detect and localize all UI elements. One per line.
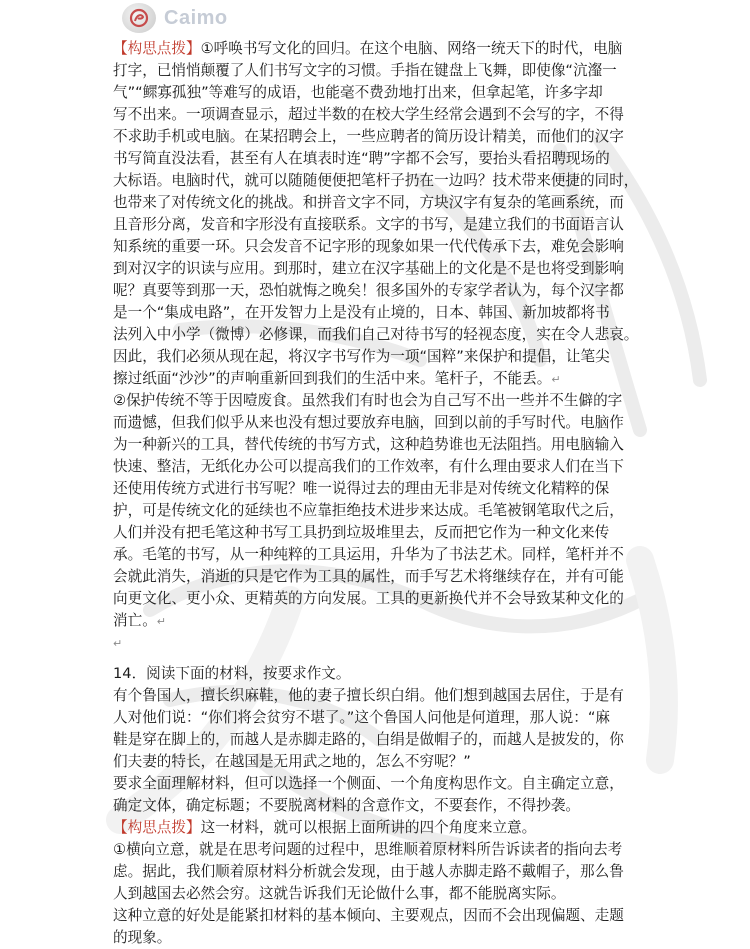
text-line: 不求助手机或电脑。在某招聘会上，一些应聘者的简历设计精美，而他们的汉字 — [113, 128, 624, 145]
text-line: 快速、整洁，无纸化办公可以提高我们的工作效率，有什么理由要求人们在当下 — [113, 458, 624, 475]
text-line: 鞋是穿在脚上的，而越人是赤脚走路的，白绢是做帽子的，而越人是披发的，你 — [113, 731, 624, 748]
text-line: 【构思点拨】①呼唤书写文化的回归。在这个电脑、网络一统天下的时代，电脑 — [113, 40, 623, 57]
paragraph-mark: ↵ — [551, 373, 561, 386]
text-line: 人们并没有把毛笔这种书写工具扔到垃圾堆里去，反而把它作为一种文化来传 — [113, 524, 610, 541]
text-line: 要求全面理解材料，但可以选择一个侧面、一个角度构思作文。自主确定立意， — [113, 775, 624, 792]
question-14 — [113, 663, 725, 817]
text-line: 为一种新兴的工具，替代传统的书写方式，这种趋势谁也无法阻挡。用电脑输入 — [113, 436, 624, 453]
text-line: 擦过纸面“沙沙”的声响重新回到我们的生活中来。笔杆子，不能丢。↵ — [113, 370, 561, 387]
section-point-2 — [113, 390, 725, 654]
logo-text: Caimo — [164, 6, 228, 29]
text-line: 气”“鳏寡孤独”等难写的成语，也能毫不费劲地打出来，但拿起笔，许多字却 — [113, 84, 603, 101]
paragraph-mark: ↵ — [113, 637, 123, 650]
text-line: 会就此消失，消逝的只是它作为工具的属性，而手写艺术将继续存在，并有可能 — [113, 568, 624, 585]
text-line: ①横向立意，就是在思考问题的过程中，思维顺着原材料所告诉读者的指向去考 — [113, 841, 623, 858]
text-line: 们夫妻的特长，在越国是无用武之地的，怎么不穷呢？” — [113, 753, 471, 770]
text-line: 有个鲁国人，擅长织麻鞋，他的妻子擅长织白绢。他们想到越国去居住，于是有 — [113, 687, 624, 704]
empty-line — [113, 632, 725, 654]
text-line: 知系统的重要一环。只会发音不记字形的现象如果一代代传承下去，难免会影响 — [113, 238, 624, 255]
text-line: 向更文化、更小众、更精英的方向发展。工具的更新换代并不会导致某种文化的 — [113, 590, 624, 607]
text-line: 消亡。↵ — [113, 612, 167, 629]
text-line: 人对他们说：“你们将会贫穷不堪了。”这个鲁国人问他是何道理，那人说：“麻 — [113, 709, 610, 726]
text-line: 【构思点拨】这一材料，就可以根据上面所讲的四个角度来立意。 — [113, 819, 537, 836]
text-line: 虑。据此，我们顺着原材料分析就会发现，由于越人赤脚走路不戴帽子，那么鲁 — [113, 863, 624, 880]
text-line: 到对汉字的识读与应用。到那时，建立在汉字基础上的文化是不是也将受到影响 — [113, 260, 624, 277]
text-line: 人到越国去必然会穷。这就告诉我们无论做什么事，都不能脱离实际。 — [113, 885, 566, 902]
text-line: 护，可是传统文化的延续也不应靠拒绝技术进步来达成。毛笔被钢笔取代之后， — [113, 502, 624, 519]
text-line: 且音形分离，发音和字形没有直接联系。文字的书写，是建立我们的书面语言认 — [113, 216, 624, 233]
text-line: 也带来了对传统文化的挑战。和拼音文字不同，方块汉字有复杂的笔画系统，而 — [113, 194, 624, 211]
text-line: 是一个“集成电路”，在开发智力上是没有止境的，日本、韩国、新加坡都将书 — [113, 304, 610, 321]
text-line: 书写简直没法看，甚至有人在填表时连“聘”字都不会写，要抬头看招聘现场的 — [113, 150, 610, 167]
text-line: 的现象。 — [113, 929, 172, 946]
text-line: 法列入中小学（微博）必修课，而我们自己对待书写的轻视态度，实在令人悲哀。 — [113, 326, 639, 343]
text-line: 而遗憾，但我们似乎从来也没有想过要放弃电脑，回到以前的手写时代。电脑作 — [113, 414, 624, 431]
logo-badge-icon — [122, 3, 156, 33]
text-line: 因此，我们必须从现在起，将汉字书写作为一项“国粹”来保护和提倡，让笔尖 — [113, 348, 610, 365]
section-construction-tips-1 — [113, 38, 725, 390]
construction-tip-label: 【构思点拨】 — [113, 819, 201, 836]
section-construction-tips-2 — [113, 817, 725, 949]
text-line: ②保护传统不等于因噎废食。虽然我们有时也会为自己写不出一些并不生僻的字 — [113, 392, 623, 409]
caimo-logo — [122, 2, 228, 34]
paragraph-mark: ↵ — [156, 615, 167, 628]
text-line: 写不出来。一项调查显示，超过半数的在校大学生经常会遇到不会写的字，不得 — [113, 106, 624, 123]
question-title: 14．阅读下面的材料，按要求作文。 — [113, 665, 351, 682]
text-line: 打字，已悄悄颠覆了人们书写文字的习惯。手指在键盘上飞舞，即使像“沆瀣一 — [113, 62, 617, 79]
text-line: 还使用传统方式进行书写呢？唯一说得过去的理由无非是对传统文化精粹的保 — [113, 480, 610, 497]
text-line: 确定文体，确定标题；不要脱离材料的含意作文，不要套作，不得抄袭。 — [113, 797, 581, 814]
text-line: 承。毛笔的书写，从一种纯粹的工具运用，升华为了书法艺术。同样，笔杆并不 — [113, 546, 624, 563]
text-line: 呢？真要等到那一天，恐怕就悔之晚矣！很多国外的专家学者认为，每个汉字都 — [113, 282, 624, 299]
document-body — [113, 38, 725, 949]
construction-tip-label: 【构思点拨】 — [113, 40, 201, 57]
text-line: 大标语。电脑时代，就可以随随便便把笔杆子扔在一边吗？技术带来便捷的同时， — [113, 172, 639, 189]
text-line: 这种立意的好处是能紧扣材料的基本倾向、主要观点，因而不会出现偏题、走题 — [113, 907, 624, 924]
